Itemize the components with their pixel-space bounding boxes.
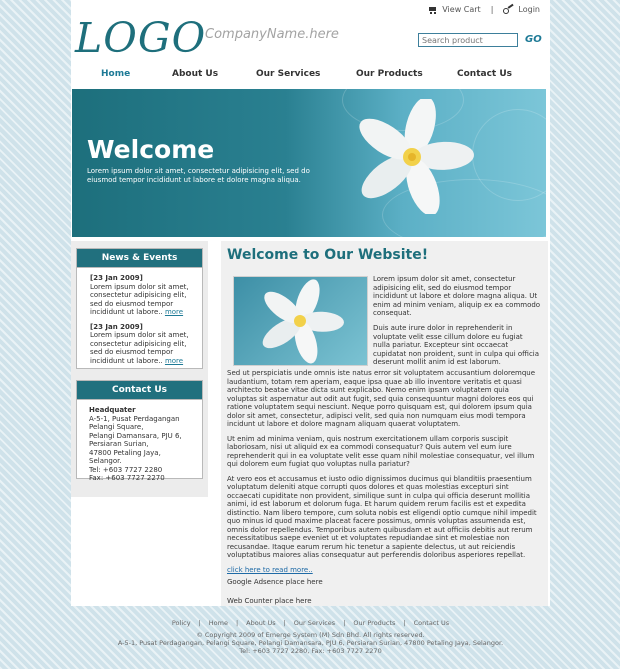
news-item [77,268,202,317]
footer-link-contact-us[interactable]: Contact Us [413,619,450,627]
body-paragraph: At vero eos et accusamus et iusto odio dignissimos ducimus qui blanditiis praesentium voluptatum deleniti atque corrupti quos dolores et quas molestias excepturi sint occaecati cupiditate non provident, similique sunt in culpa qui officia deserunt mollitia animi, id est laborum et dolorum fuga. Et harum quidem rerum facilis est et expedita distinctio. Nam libero tempore, cum soluta nobis est eligendi optio cumque nihil impedit quo minus id quod maxime placeat facere possimus, omnis voluptas assumenda est, omnis dolor repellendus. Temporibus autem quibusdam et aut officiis debitis aut rerum necessitatibus saepe eveniet ut et voluptates repudiandae sint et molestiae non recusandae. Itaque earum rerum hic tenetur a sapiente delectus, ut aut reiciendis voluptatibus maiores alias consequatur aut perferendis doloribus asperiores repellat. [227,474,537,559]
contact-line: Persiaran Surian, [89,440,149,448]
contact-line: Tel: +603 7727 2280 [89,465,163,474]
footer-separator: | [343,619,346,627]
news-text: Lorem ipsum dolor sit amet, consectetur adipisicing elit, sed do eiusmod tempor incididunt ut labore.. [90,282,189,316]
news-events-box [76,248,203,369]
body-text [227,369,541,605]
intro-paragraph: Lorem ipsum dolor sit amet, consectetur adipisicing elit, sed do eiusmod tempor incididunt ut labore et dolore magna aliqua. Ut enim ad minim veniam, aliquip ex ea commodo consequat. [373,275,541,318]
search-go-button[interactable]: GO [525,34,542,45]
nav-our-services[interactable]: Our Services [256,69,321,79]
view-cart-link[interactable] [428,5,480,14]
footer-separator: | [283,619,286,627]
nav-about-us[interactable]: About Us [172,69,219,79]
main-content [221,241,548,606]
contact-us-title: Contact Us [77,381,202,400]
footer-separator: | [235,619,239,627]
contact-line: Fax: +603 7727 2270 [89,474,165,482]
intro-paragraph: Duis aute irure dolor in reprehenderit in voluptate velit esse cillum dolore eu fugiat nulla pariatur. Excepteur sint occaecat cupidatat non proident, sunt in culpa qui officia deserunt mollit anim id est laborum. [373,323,540,367]
intro-text [373,275,541,373]
main-nav [71,64,550,84]
view-cart-label: View Cart [442,5,481,14]
footer-link-about-us[interactable]: About Us [246,619,276,627]
company-name: CompanyName.here [205,27,339,42]
news-more-link[interactable]: more [164,308,184,316]
login-link[interactable] [503,5,540,14]
key-icon [503,5,514,14]
contact-line: Pelangi Damansara, PJU 6, [89,431,182,440]
contact-details [77,400,202,489]
body-paragraph: Sed ut perspiciatis unde omnis iste natus error sit voluptatem accusantium doloremque laudantium, totam rem aperiam, eaque ipsa quae ab illo inventore veritatis et quasi architecto beatae vitae dicta sunt explicabo. Nemo enim ipsam voluptatem quia voluptas sit aspernatur aut odit aut fugit, sed quia consequuntur magni dolores eos qui ratione voluptatem sequi nesciunt. Neque porro quisquam est, qui dolorem ipsum quia dolor sit amet, consectetur, adipisci velit, sed quia non numquam eius modi tempora incidunt ut labore et dolore magnam aliquam quaerat voluptatem. [227,369,536,428]
footer-link-policy[interactable]: Policy [171,619,191,627]
news-more-link[interactable]: more [164,356,184,365]
search-input[interactable] [418,33,518,47]
news-date: [23 Jan 2009] [90,322,143,331]
contact-headquater: Headquater [89,406,136,414]
login-label: Login [518,5,540,14]
contact-us-box [76,380,203,482]
content-title: Welcome to Our Website! [227,247,429,263]
banner-title: Welcome [87,135,215,164]
sidebar [71,241,208,497]
footer-link-home[interactable]: Home [208,619,228,627]
nav-contact-us[interactable]: Contact Us [457,69,513,79]
top-links [428,5,540,14]
flower-thumbnail-icon [234,277,367,365]
contact-line: 47800 Petaling Jaya, Selangor. [89,448,161,465]
nav-home[interactable]: Home [101,69,131,79]
cart-icon [428,6,438,14]
news-events-title: News & Events [77,249,202,268]
web-counter-placeholder: Web Counter place here [227,596,312,605]
body-paragraph: Ut enim ad minima veniam, quis nostrum exercitationem ullam corporis suscipit laboriosam, nisi ut aliquid ex ea commodi consequatur? Quis autem vel eum iure reprehenderit qui in ea voluptate velit esse quam nihil molestiae consequatur, vel illum qui dolorem eum fugiat quo voluptas nulla pariatur? [227,434,535,468]
banner-text: Lorem ipsum dolor sit amet, consectetur adipisicing elit, sed do eiusmod tempor incididunt ut labore et dolore magna aliqua. [87,167,310,184]
logo[interactable]: LOGO [75,14,207,62]
welcome-banner [72,89,546,237]
read-more-link[interactable]: click here to read more.. [227,565,313,574]
news-text: Lorem ipsum dolor sit amet, consectetur adipisicing elit, sed do eiusmod tempor incididunt ut labore.. [90,331,189,365]
nav-our-products[interactable]: Our Products [356,69,423,79]
contact-line: A-5-1, Pusat Perdagangan [89,414,180,423]
footer-link-our-products[interactable]: Our Products [353,619,396,627]
top-links-separator: | [490,5,494,14]
footer [71,619,550,655]
news-item [77,317,202,366]
adsense-placeholder: Google Adsence place here [227,578,323,586]
footer-phone: Tel: +603 7727 2280, Fax: +603 7727 2270 [239,647,382,655]
page [71,0,550,669]
footer-separator: | [403,619,406,627]
footer-address: A-5-1, Pusat Perdagangan, Pelangi Square, Pelangi Damansara, PJU 6, Persiaran Surian, 47800 Petaling Jaya, Selangor. [117,639,504,647]
contact-line: Pelangi Square, [89,423,144,431]
footer-links [71,619,550,627]
footer-separator: | [198,619,201,627]
frangipani-flower-image [347,99,477,214]
footer-link-our-services[interactable]: Our Services [293,619,336,627]
content-flower-image [233,276,368,366]
footer-copyright: © Copyright 2009 of Emerge System (M) Sdn Bhd. All rights reserved. [196,631,425,639]
news-date: [23 Jan 2009] [90,274,143,282]
